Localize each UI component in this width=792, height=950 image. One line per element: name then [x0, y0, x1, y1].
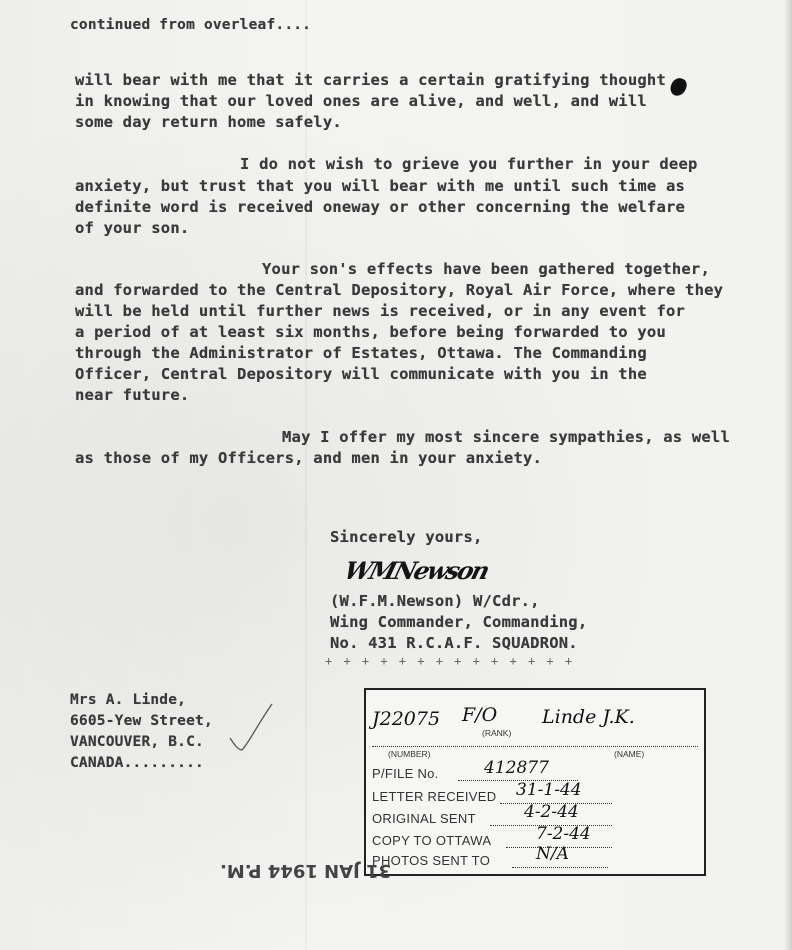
- stamp-service-number: J22075: [372, 708, 441, 730]
- body-line: May I offer my most sincere sympathies, as well: [282, 428, 730, 446]
- signer-title: Wing Commander, Commanding,: [330, 613, 588, 631]
- body-line: definite word is received oneway or other concerning the welfare: [75, 198, 686, 216]
- body-line: in knowing that our loved ones are alive, and well, and will: [75, 92, 647, 110]
- star-divider: + + + + + + + + + + + + + +: [325, 654, 575, 668]
- body-line: I do not wish to grieve you further in your deep: [240, 155, 698, 173]
- stamp-name: Linde J.K.: [542, 706, 635, 728]
- body-line: will bear with me that it carries a certain gratifying thought: [75, 71, 666, 89]
- body-line: a period of at least six months, before being forwarded to you: [75, 323, 666, 341]
- copy-to-ottawa-value: 7-2-44: [536, 824, 591, 844]
- original-sent-value: 4-2-44: [524, 802, 579, 822]
- page-fold: [305, 0, 307, 950]
- record-stamp: [364, 688, 706, 876]
- body-line: and forwarded to the Central Depository, Royal Air Force, where they: [75, 281, 724, 299]
- letter-received-label: LETTER RECEIVED: [372, 789, 497, 804]
- stamp-name-label: (NAME): [614, 749, 645, 759]
- copy-to-ottawa-label: COPY TO OTTAWA: [372, 833, 492, 848]
- file-number-value: 412877: [484, 758, 549, 778]
- body-line: through the Administrator of Estates, Ottawa. The Commanding: [75, 344, 647, 362]
- address-line: Mrs A. Linde,: [70, 692, 187, 708]
- address-line: VANCOUVER, B.C.: [70, 734, 204, 750]
- closing-line: Sincerely yours,: [330, 528, 483, 546]
- photos-sent-label: PHOTOS SENT TO: [372, 853, 491, 868]
- stamp-rank-label: (RANK): [482, 728, 512, 738]
- body-line: of your son.: [75, 219, 190, 237]
- received-date-stamp: 31 JAN 1944 P.M.: [220, 860, 392, 881]
- file-number-label: P/FILE No.: [372, 766, 439, 781]
- continued-note: continued from overleaf....: [70, 17, 312, 33]
- body-line: Officer, Central Depository will communicate with you in the: [75, 365, 647, 383]
- ink-blot: [668, 76, 688, 98]
- body-line: some day return home safely.: [75, 113, 342, 131]
- signature: WMNewson: [341, 556, 492, 585]
- stamp-number-label: (NUMBER): [388, 749, 431, 759]
- letter-received-value: 31-1-44: [516, 780, 582, 800]
- address-line: CANADA.........: [70, 755, 204, 771]
- body-line: Your son's effects have been gathered together,: [262, 260, 710, 278]
- stamp-dotted-line: [512, 867, 608, 868]
- original-sent-label: ORIGINAL SENT: [372, 811, 476, 826]
- page-edge-shadow: [784, 0, 792, 950]
- stamp-dotted-line: [372, 746, 698, 747]
- pencil-check-mark: [228, 700, 274, 754]
- body-line: anxiety, but trust that you will bear with me until such time as: [75, 177, 686, 195]
- signer-name: (W.F.M.Newson) W/Cdr.,: [330, 592, 540, 610]
- body-line: will be held until further news is received, or in any event for: [75, 302, 686, 320]
- address-line: 6605-Yew Street,: [70, 713, 213, 729]
- body-line: near future.: [75, 386, 190, 404]
- body-line: as those of my Officers, and men in your anxiety.: [75, 449, 543, 467]
- stamp-rank: F/O: [462, 704, 498, 726]
- signer-unit: No. 431 R.C.A.F. SQUADRON.: [330, 634, 578, 652]
- photos-sent-value: N/A: [536, 844, 569, 864]
